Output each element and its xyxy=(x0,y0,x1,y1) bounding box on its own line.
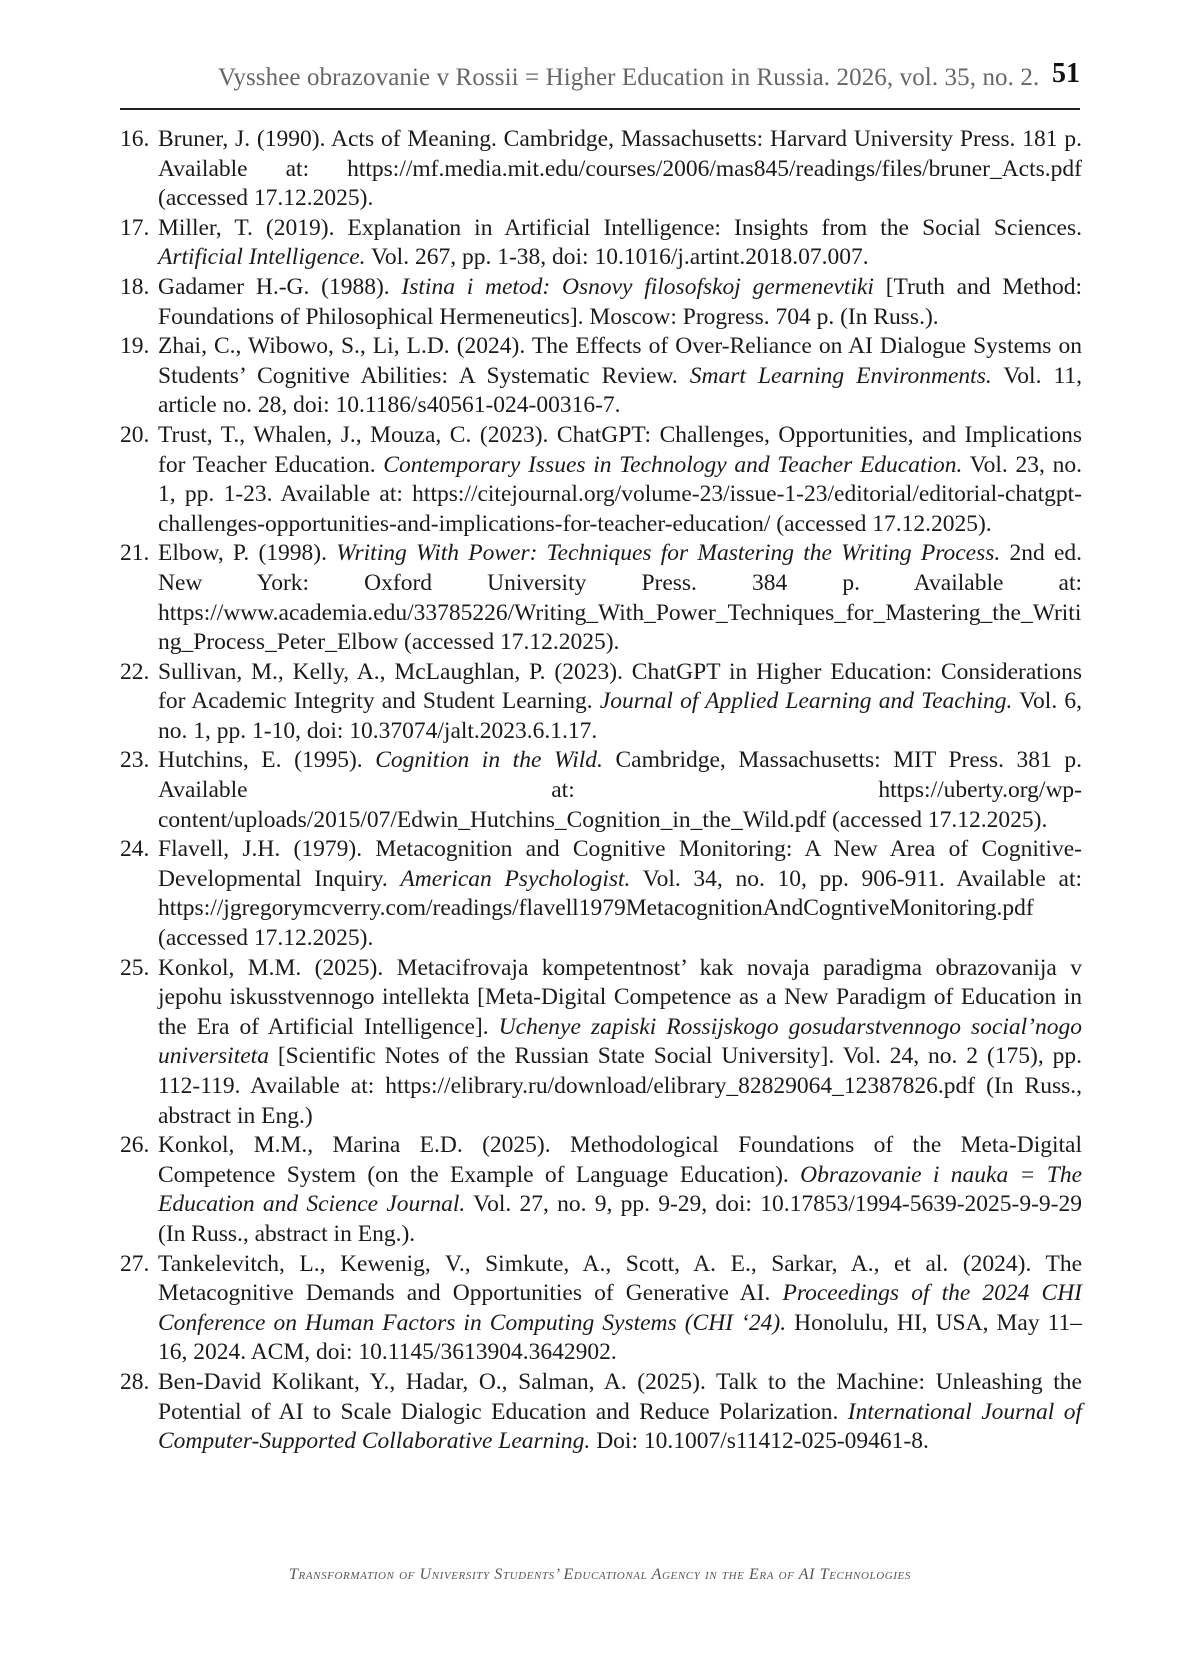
reference-source: Artificial Intelligence. xyxy=(158,244,366,271)
reference-text: Elbow, P. (1998). xyxy=(158,540,337,567)
reference-details: Honolulu, HI, USA, May 11–16, 2024. ACM, doi: 10.1145/3613904.3642902. xyxy=(158,1309,1082,1366)
reference-number: 17. xyxy=(120,214,150,241)
reference-details: 2nd ed. New York: Oxford University Press. 384 p. Available at: https://www.academia.edu/33785226/Writing_With_Power_Techniques_for_Mastering_the_Writing_Process_Peter_Elbow (accessed 17.12.2025). xyxy=(158,540,1083,656)
reference-details: Doi: 10.1007/s11412-025-09461-8. xyxy=(590,1428,929,1455)
reference-item xyxy=(120,1368,1082,1457)
reference-item xyxy=(120,539,1082,657)
reference-text: Konkol, M.M. (2025). Metacifrovaja kompetentnost’ kak novaja paradigma obrazovanija v jepohu iskusstvennogo intellekta [Meta-Digital Competence as a New Paradigm of Education in the Era of Artificial Intelligence]. xyxy=(158,954,1082,1040)
reference-number: 21. xyxy=(120,540,150,567)
reference-source: Journal of Applied Learning and Teaching. xyxy=(599,688,1013,715)
reference-text: Ben-David Kolikant, Y., Hadar, O., Salman, A. (2025). Talk to the Machine: Unleashing the Potential of AI to Scale Dialogic Education and Reduce Polarization. xyxy=(158,1368,1082,1425)
reference-source: American Psychologist. xyxy=(400,865,631,892)
reference-text: Hutchins, E. (1995). xyxy=(158,747,376,774)
reference-source: Proceedings of the 2024 CHI Conference on Human Factors in Computing Systems (CHI ‘24). xyxy=(158,1280,1082,1336)
reference-details: [Scientific Notes of the Russian State Social University]. Vol. 24, no. 2 (175), pp. 112-119. Available at: https://elibrary.ru/download/elibrary_82829064_12387826.pdf (In Russ., abstract in Eng.) xyxy=(158,1043,1082,1129)
reference-item xyxy=(120,746,1082,835)
reference-item xyxy=(120,273,1082,332)
reference-text: Tankelevitch, L., Kewenig, V., Simkute, A., Scott, A. E., Sarkar, A., et al. (2024). The Metacognitive Demands and Opportunities of Generative AI. xyxy=(158,1250,1082,1307)
reference-details: [Truth and Method: Foundations of Philosophical Hermeneutics]. Moscow: Progress. 704 p. (In Russ.). xyxy=(158,273,1082,330)
reference-number: 24. xyxy=(120,836,150,863)
reference-number: 27. xyxy=(120,1250,150,1277)
reference-text: Miller, T. (2019). Explanation in Artificial Intelligence: Insights from the Social Sciences. xyxy=(158,214,1082,241)
reference-details: Vol. 267, pp. 1-38, doi: 10.1016/j.artint.2018.07.007. xyxy=(365,244,869,271)
reference-text: Trust, T., Whalen, J., Mouza, C. (2023). ChatGPT: Challenges, Opportunities, and Implications for Teacher Education. xyxy=(158,421,1082,478)
reference-list xyxy=(120,125,1082,1457)
reference-number: 16. xyxy=(120,126,150,152)
reference-number: 26. xyxy=(120,1132,150,1159)
reference-item xyxy=(120,1250,1082,1368)
running-footer: Transformation of University Students’ Educational Agency in the Era of AI Technologies xyxy=(289,1566,911,1583)
reference-item xyxy=(120,954,1082,1132)
reference-text: Sullivan, M., Kelly, A., McLaughlan, P. (2023). ChatGPT in Higher Education: Considerations for Academic Integrity and Student Learning. xyxy=(158,658,1082,715)
reference-source: Istina i metod: Osnovy filosofskoj germenevtiki xyxy=(401,273,874,300)
running-header xyxy=(120,60,1080,110)
reference-number: 20. xyxy=(120,421,150,448)
reference-details: Vol. 27, no. 9, pp. 9-29, doi: 10.17853/1994-5639-2025-9-9-29 (In Russ., abstract in Eng.). xyxy=(158,1191,1082,1247)
reference-text: Bruner, J. (1990). Acts of Meaning. Cambridge, Massachusetts: Harvard University Press. 181 p. Available at: https://mf.media.mit.edu/courses/2006/mas845/readings/files/bruner_Acts.pdf (accessed 17.12.2025). xyxy=(158,126,1082,212)
reference-source: International Journal of Computer-Supported Collaborative Learning. xyxy=(158,1398,1082,1455)
reference-source: Cognition in the Wild. xyxy=(375,747,603,774)
reference-details: Vol. 6, no. 1, pp. 1-10, doi: 10.37074/jalt.2023.6.1.17. xyxy=(158,688,1083,744)
reference-details: Vol. 11, article no. 28, doi: 10.1186/s40561-024-00316-7. xyxy=(158,362,1082,419)
reference-text: Zhai, C., Wibowo, S., Li, L.D. (2024). The Effects of Over-Reliance on AI Dialogue Systems on Students’ Cognitive Abilities: A Systematic Review. xyxy=(158,333,1082,389)
reference-number: 22. xyxy=(120,658,150,685)
reference-item xyxy=(120,658,1082,747)
reference-source: Obrazovanie i nauka = The Education and Science Journal. xyxy=(158,1161,1082,1218)
reference-item xyxy=(120,332,1082,421)
reference-details: Vol. 34, no. 10, pp. 906-911. Available at: https://jgregorymcverry.com/readings/flavell1979MetacognitionAndCogntiveMonitoring.pdf (accessed 17.12.2025). xyxy=(158,865,1083,952)
reference-item xyxy=(120,421,1082,539)
reference-source: Writing With Power: Techniques for Mastering the Writing Process. xyxy=(336,540,1001,567)
reference-number: 23. xyxy=(120,747,150,774)
reference-text: Flavell, J.H. (1979). Metacognition and Cognitive Monitoring: A New Area of Cognitive-Developmental Inquiry. xyxy=(158,836,1082,892)
reference-source: Uchenye zapiski Rossijskogo gosudarstvennogo social’nogo universiteta xyxy=(158,1013,1082,1070)
reference-source: Contemporary Issues in Technology and Teacher Education. xyxy=(383,451,963,478)
reference-text: Gadamer H.-G. (1988). xyxy=(158,273,402,300)
reference-source: Smart Learning Environments. xyxy=(689,362,992,389)
reference-number: 18. xyxy=(120,273,150,300)
reference-number: 28. xyxy=(120,1368,150,1395)
page-number: 51 xyxy=(1052,58,1080,89)
reference-item xyxy=(120,214,1082,273)
reference-item xyxy=(120,835,1082,953)
reference-details: Cambridge, Massachusetts: MIT Press. 381 p. Available at: https://uberty.org/wp-content/uploads/2015/07/Edwin_Hutchins_Cognition_in_the_Wild.pdf (accessed 17.12.2025). xyxy=(158,747,1082,833)
journal-title: Vysshee obrazovanie v Rossii = Higher Education in Russia. 2026, vol. 35, no. 2. xyxy=(218,64,1040,91)
reference-item xyxy=(120,125,1082,214)
reference-text: Konkol, M.M., Marina E.D. (2025). Methodological Foundations of the Meta-Digital Competence System (on the Example of Language Education). xyxy=(158,1132,1082,1188)
reference-number: 19. xyxy=(120,333,150,360)
reference-details: Vol. 23, no. 1, pp. 1-23. Available at: https://citejournal.org/volume-23/issue-1-23/editorial/editorial-chatgpt-challenges-opportunities-and-implications-for-teacher-education/ (accessed 17.12.2025). xyxy=(158,451,1082,537)
reference-number: 25. xyxy=(120,954,150,981)
reference-item xyxy=(120,1131,1082,1249)
